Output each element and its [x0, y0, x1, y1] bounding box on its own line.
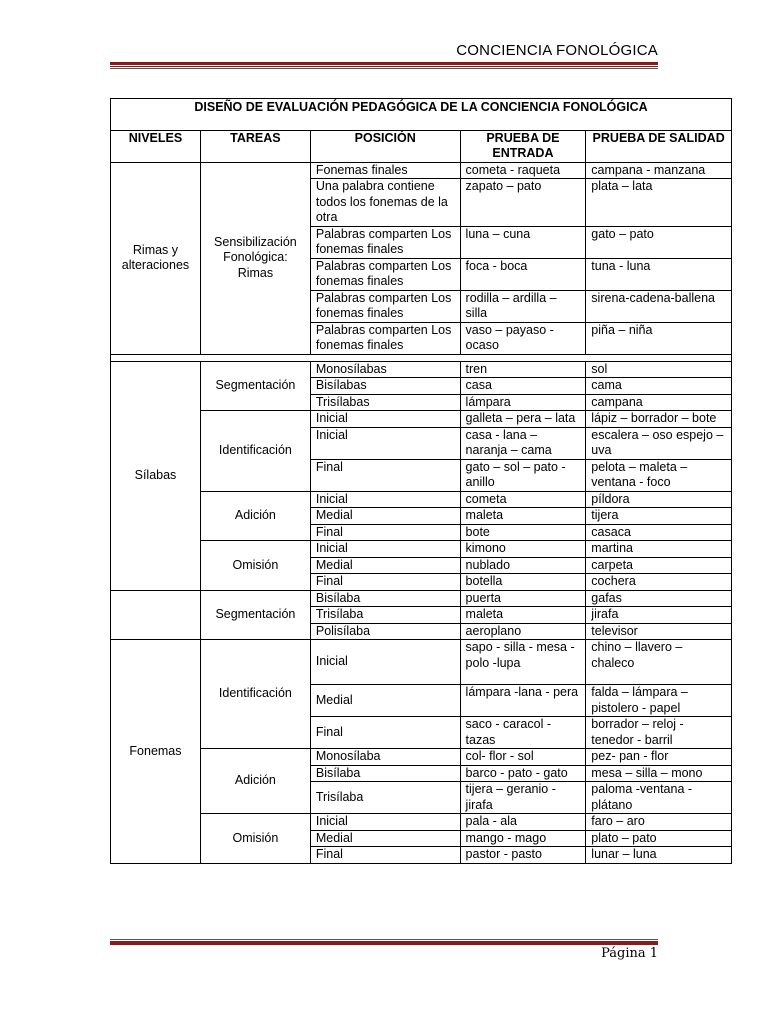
pos-cell: Bisílaba: [310, 590, 460, 607]
level-empty: [111, 590, 201, 640]
table-row: [111, 491, 732, 508]
task-identificacion: Identificación: [200, 411, 310, 492]
table-row: [111, 411, 732, 428]
task-segmentacion-2: Segmentación: [200, 590, 310, 640]
salida-cell: gafas: [586, 590, 732, 607]
entrada-cell: galleta – pera – lata: [460, 411, 586, 428]
pos-cell: Palabras comparten Los fonemas finales: [310, 258, 460, 290]
pos-cell: Trisílaba: [310, 607, 460, 624]
table-row: [111, 361, 732, 378]
level-rimas: Rimas y alteraciones: [111, 162, 201, 354]
col-header-tareas: TAREAS: [200, 130, 310, 162]
entrada-cell: luna – cuna: [460, 226, 586, 258]
entrada-cell: cometa - raqueta: [460, 162, 586, 179]
pos-cell: Medial: [310, 685, 460, 717]
table-row: [111, 749, 732, 766]
task-adicion: Adición: [200, 491, 310, 541]
entrada-cell: bote: [460, 524, 586, 541]
pos-cell: Medial: [310, 557, 460, 574]
col-header-salida: PRUEBA DE SALIDAD: [586, 130, 732, 162]
pos-cell: Monosílabas: [310, 361, 460, 378]
entrada-cell: rodilla – ardilla – silla: [460, 290, 586, 322]
salida-cell: lunar – luna: [586, 847, 732, 864]
salida-cell: martina: [586, 541, 732, 558]
salida-cell: campana: [586, 394, 732, 411]
pos-cell: Trisílaba: [310, 782, 460, 814]
entrada-cell: zapato – pato: [460, 179, 586, 227]
pos-cell: Palabras comparten Los fonemas finales: [310, 290, 460, 322]
task-sensibilizacion: Sensibilización Fonológica: Rimas: [200, 162, 310, 354]
entrada-cell: maleta: [460, 607, 586, 624]
entrada-cell: vaso – payaso - ocaso: [460, 322, 586, 354]
pos-cell: Inicial: [310, 427, 460, 459]
entrada-cell: gato – sol – pato - anillo: [460, 459, 586, 491]
salida-cell: tijera: [586, 508, 732, 525]
salida-cell: píldora: [586, 491, 732, 508]
pos-cell: Monosílaba: [310, 749, 460, 766]
table-row: [111, 590, 732, 607]
pos-cell: Bisílaba: [310, 765, 460, 782]
salida-cell: plato – pato: [586, 830, 732, 847]
salida-cell: cama: [586, 378, 732, 395]
entrada-cell: lámpara -lana - pera: [460, 685, 586, 717]
pos-cell: Medial: [310, 830, 460, 847]
pos-cell: Final: [310, 574, 460, 591]
pos-cell: Inicial: [310, 814, 460, 831]
task-adicion-2: Adición: [200, 749, 310, 814]
task-identificacion-2: Identificación: [200, 640, 310, 749]
salida-cell: falda – lámpara – pistolero - papel: [586, 685, 732, 717]
salida-cell: casaca: [586, 524, 732, 541]
salida-cell: borrador – reloj - tenedor - barril: [586, 717, 732, 749]
task-segmentacion: Segmentación: [200, 361, 310, 411]
salida-cell: carpeta: [586, 557, 732, 574]
col-header-entrada: PRUEBA DE ENTRADA: [460, 130, 586, 162]
pos-cell: Fonemas finales: [310, 162, 460, 179]
pos-cell: Medial: [310, 508, 460, 525]
entrada-cell: saco - caracol - tazas: [460, 717, 586, 749]
pos-cell: Polisílaba: [310, 623, 460, 640]
table-title: DISEÑO DE EVALUACIÓN PEDAGÓGICA DE LA CONCIENCIA FONOLÓGICA: [111, 99, 732, 131]
salida-cell: mesa – silla – mono: [586, 765, 732, 782]
salida-cell: lápiz – borrador – bote: [586, 411, 732, 428]
salida-cell: cochera: [586, 574, 732, 591]
level-silabas: Sílabas: [111, 361, 201, 590]
table-row: [111, 541, 732, 558]
salida-cell: paloma -ventana - plátano: [586, 782, 732, 814]
pos-cell: Final: [310, 459, 460, 491]
salida-cell: sol: [586, 361, 732, 378]
table-row: [111, 162, 732, 179]
entrada-cell: col- flor - sol: [460, 749, 586, 766]
footer-rule: [110, 938, 658, 945]
header-title: CONCIENCIA FONOLÓGICA: [456, 42, 658, 59]
header-rule: [110, 62, 658, 69]
entrada-cell: foca - boca: [460, 258, 586, 290]
entrada-cell: puerta: [460, 590, 586, 607]
salida-cell: jirafa: [586, 607, 732, 624]
entrada-cell: tren: [460, 361, 586, 378]
task-omision-2: Omisión: [200, 814, 310, 864]
salida-cell: escalera – oso espejo – uva: [586, 427, 732, 459]
col-header-niveles: NIVELES: [111, 130, 201, 162]
pos-cell: Bisílabas: [310, 378, 460, 395]
pos-cell: Palabras comparten Los fonemas finales: [310, 322, 460, 354]
table-row: [111, 814, 732, 831]
level-fonemas: Fonemas: [111, 640, 201, 864]
salida-cell: pez- pan - flor: [586, 749, 732, 766]
pos-cell: Inicial: [310, 640, 460, 685]
pos-cell: Inicial: [310, 491, 460, 508]
entrada-cell: pala - ala: [460, 814, 586, 831]
salida-cell: sirena-cadena-ballena: [586, 290, 732, 322]
pos-cell: Inicial: [310, 541, 460, 558]
entrada-cell: nublado: [460, 557, 586, 574]
salida-cell: televisor: [586, 623, 732, 640]
task-omision: Omisión: [200, 541, 310, 591]
entrada-cell: casa - lana – naranja – cama: [460, 427, 586, 459]
entrada-cell: pastor - pasto: [460, 847, 586, 864]
salida-cell: faro – aro: [586, 814, 732, 831]
entrada-cell: tijera – geranio - jirafa: [460, 782, 586, 814]
salida-cell: piña – niña: [586, 322, 732, 354]
entrada-cell: sapo - silla - mesa - polo -lupa: [460, 640, 586, 685]
salida-cell: gato – pato: [586, 226, 732, 258]
entrada-cell: mango - mago: [460, 830, 586, 847]
page-number: Página 1: [601, 946, 658, 961]
entrada-cell: barco - pato - gato: [460, 765, 586, 782]
entrada-cell: aeroplano: [460, 623, 586, 640]
table-row: [111, 640, 732, 685]
pos-cell: Trisílabas: [310, 394, 460, 411]
salida-cell: chino – llavero – chaleco: [586, 640, 732, 685]
entrada-cell: kimono: [460, 541, 586, 558]
evaluation-table: [110, 98, 732, 864]
salida-cell: tuna - luna: [586, 258, 732, 290]
salida-cell: pelota – maleta – ventana - foco: [586, 459, 732, 491]
entrada-cell: botella: [460, 574, 586, 591]
entrada-cell: cometa: [460, 491, 586, 508]
salida-cell: campana - manzana: [586, 162, 732, 179]
pos-cell: Inicial: [310, 411, 460, 428]
col-header-posicion: POSICIÓN: [310, 130, 460, 162]
pos-cell: Palabras comparten Los fonemas finales: [310, 226, 460, 258]
entrada-cell: lámpara: [460, 394, 586, 411]
pos-cell: Final: [310, 847, 460, 864]
pos-cell: Final: [310, 717, 460, 749]
entrada-cell: casa: [460, 378, 586, 395]
entrada-cell: maleta: [460, 508, 586, 525]
salida-cell: plata – lata: [586, 179, 732, 227]
pos-cell: Una palabra contiene todos los fonemas de la otra: [310, 179, 460, 227]
pos-cell: Final: [310, 524, 460, 541]
